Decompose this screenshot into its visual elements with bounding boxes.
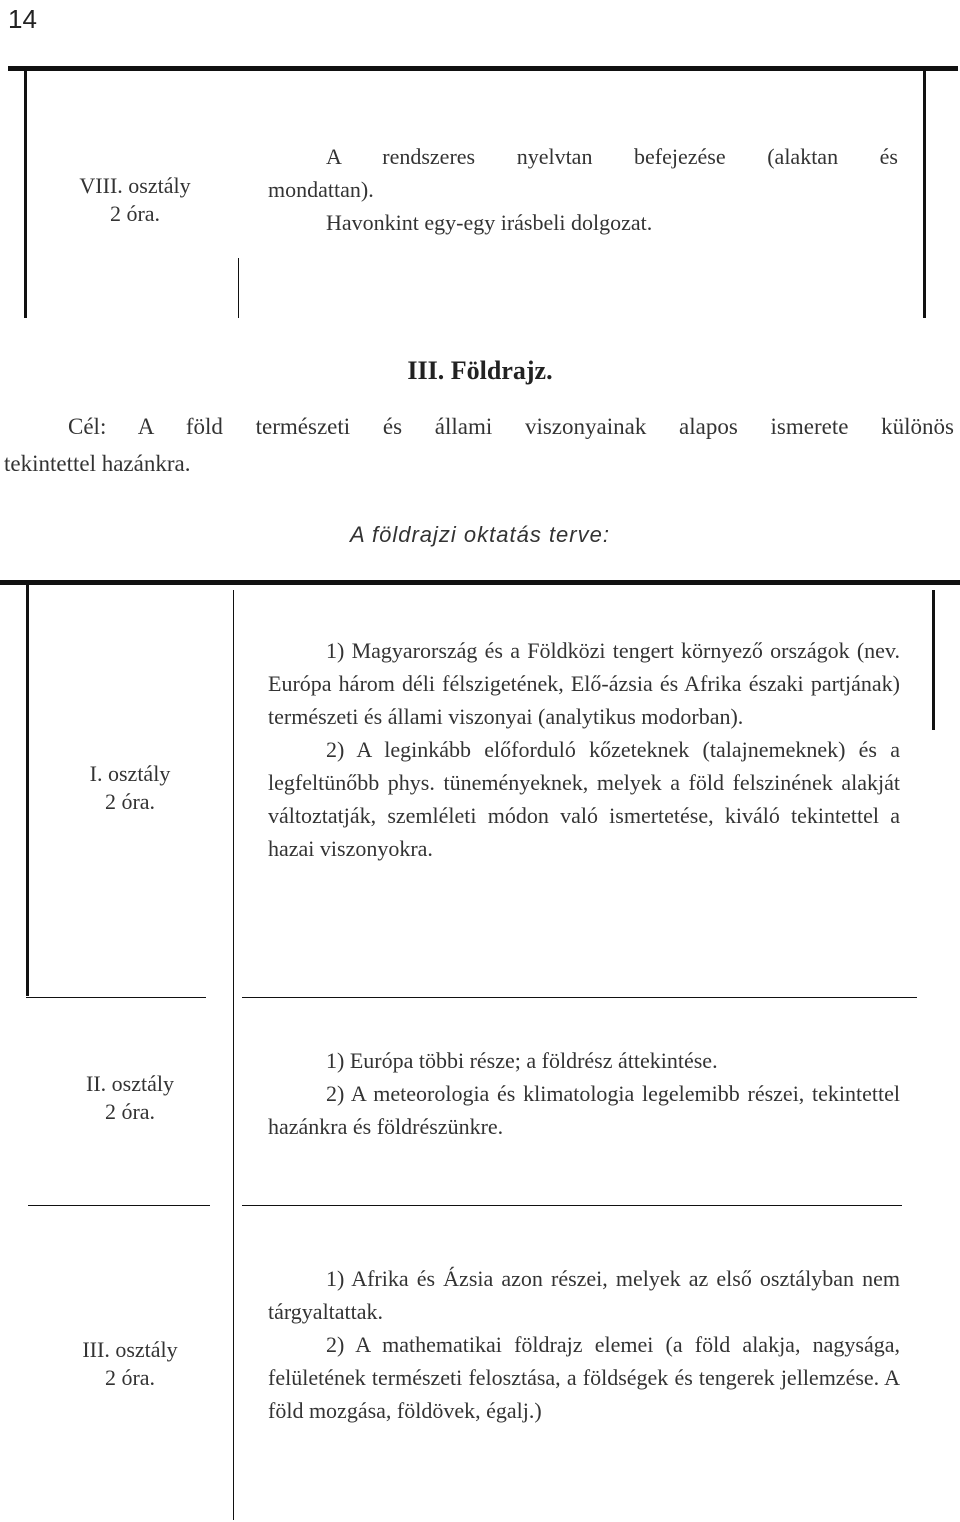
class-name: I. osztály xyxy=(89,761,171,786)
class-hours: 2 óra. xyxy=(109,201,161,226)
class-name: III. osztály xyxy=(82,1337,178,1362)
class-label-iii xyxy=(30,1336,230,1392)
goal-paragraph xyxy=(4,408,954,482)
goal-line: tekintettel hazánkra. xyxy=(4,451,191,476)
top-table-left-border xyxy=(24,70,27,318)
class-label-viii xyxy=(40,172,230,228)
row-divider xyxy=(26,997,206,998)
top-table-top-rule xyxy=(8,66,958,71)
class-name: II. osztály xyxy=(86,1071,174,1096)
class-content-ii xyxy=(268,1044,900,1143)
plan-table-column-divider xyxy=(233,590,234,1520)
row-divider xyxy=(242,1205,902,1206)
content-line: mondattan). xyxy=(268,177,374,202)
class-content-viii xyxy=(268,140,898,239)
class-hours: 2 óra. xyxy=(104,1099,156,1124)
row-divider xyxy=(242,997,917,998)
plan-table-top-rule xyxy=(0,580,960,585)
content-paragraph: 1) Magyarország és a Földközi tengert környező országok (nev. Európa három déli félszigetének, Elő-ázsia és Afrika északi partjának) természeti és állami viszonyai (analytikus modorban). xyxy=(268,638,900,729)
content-paragraph: 2) A mathematikai földrajz elemei (a föld alakja, nagysága, felületének természeti felosztása, a földségek és tengerek jellemzése. A föld mozgása, földövek, égalj.) xyxy=(268,1332,900,1423)
page-number: 14 xyxy=(8,4,37,34)
top-table-column-divider xyxy=(238,258,239,318)
section-title: III. Földrajz. xyxy=(407,356,553,385)
content-paragraph: 1) Afrika és Ázsia azon részei, melyek az első osztályban nem tárgyaltattak. xyxy=(268,1266,900,1324)
content-line: Havonkint egy-egy irásbeli dolgozat. xyxy=(326,210,653,235)
class-content-i xyxy=(268,634,900,865)
content-paragraph: 1) Európa többi része; a földrész áttekintése. xyxy=(326,1048,718,1073)
top-table-right-border xyxy=(923,70,926,318)
class-hours: 2 óra. xyxy=(104,789,156,814)
row-divider xyxy=(28,1205,210,1206)
class-hours: 2 óra. xyxy=(104,1365,156,1390)
class-label-i xyxy=(30,760,230,816)
content-paragraph: 2) A leginkább előforduló kőzeteknek (talajnemeknek) és a legfeltünőbb phys. tüneményeknek, melyek a föld felszinének alakját változtatják, szemléleti módon való ismertetése, kiváló tekintettel a hazai viszonyokra. xyxy=(268,737,900,861)
content-line: A rendszeres nyelvtan befejezése (alaktan és xyxy=(326,144,898,169)
plan-table-right-border xyxy=(932,590,935,730)
class-name: VIII. osztály xyxy=(79,173,191,198)
class-label-ii xyxy=(30,1070,230,1126)
class-content-iii xyxy=(268,1262,900,1427)
goal-line: Cél: A föld természeti és állami viszonyainak alapos ismerete különös xyxy=(68,414,954,439)
plan-table-left-border xyxy=(26,584,29,996)
plan-heading: A földrajzi oktatás terve: xyxy=(350,522,610,547)
content-paragraph: 2) A meteorologia és klimatologia legelemibb részei, tekintettel hazánkra és földrészünkre. xyxy=(268,1081,900,1139)
